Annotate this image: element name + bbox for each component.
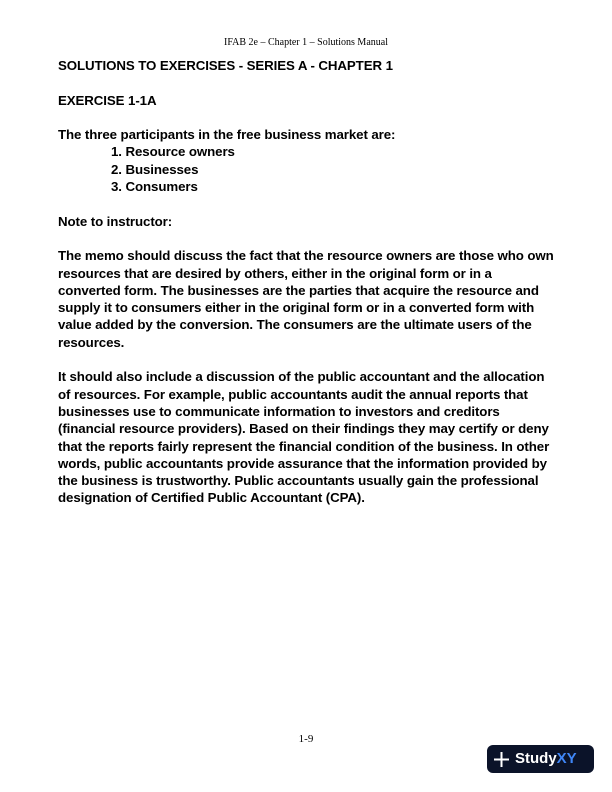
running-header: IFAB 2e – Chapter 1 – Solutions Manual (224, 37, 388, 48)
document-body (58, 57, 558, 507)
memo-paragraph-1: The memo should discuss the fact that the resource owners are those who own resources that are desired by others, either in the original form or in a converted form. The businesses are the parties that acquire the resource and supply it to consumers either in the original form or in a converted form with value added by the conversion. The consumers are the ultimate users of the resources. (58, 248, 554, 350)
note-heading: Note to instructor: (58, 213, 173, 229)
list-item: 1. Resource owners (111, 144, 235, 160)
page-number: 1-9 (298, 733, 314, 745)
list-item: 3. Consumers (111, 179, 198, 195)
exercise-title: EXERCISE 1-1A (58, 92, 157, 108)
plus-icon (494, 752, 509, 767)
participants-list (58, 143, 558, 195)
memo-paragraph-2: It should also include a discussion of the public accountant and the allocation of resources. For example, public accountants audit the annual reports that businesses use to communicate information to investors and creditors (financial resource providers). Based on their findings they may certify or deny that the reports fairly represent the financial condition of the business. In other words, public accountants provide assurance that the information provided by the business is trustworthy. Public accountants usually gain the professional designation of Certified Public Accountant (CPA). (58, 369, 550, 506)
brand-name (515, 750, 577, 768)
section-title: SOLUTIONS TO EXERCISES - SERIES A - CHAPTER 1 (58, 58, 393, 73)
brand-main: Study (515, 750, 557, 767)
intro-text: The three participants in the free business market are: (58, 127, 396, 143)
brand-accent: XY (556, 750, 577, 767)
studyxy-badge[interactable] (487, 745, 594, 773)
list-item: 2. Businesses (111, 161, 199, 177)
